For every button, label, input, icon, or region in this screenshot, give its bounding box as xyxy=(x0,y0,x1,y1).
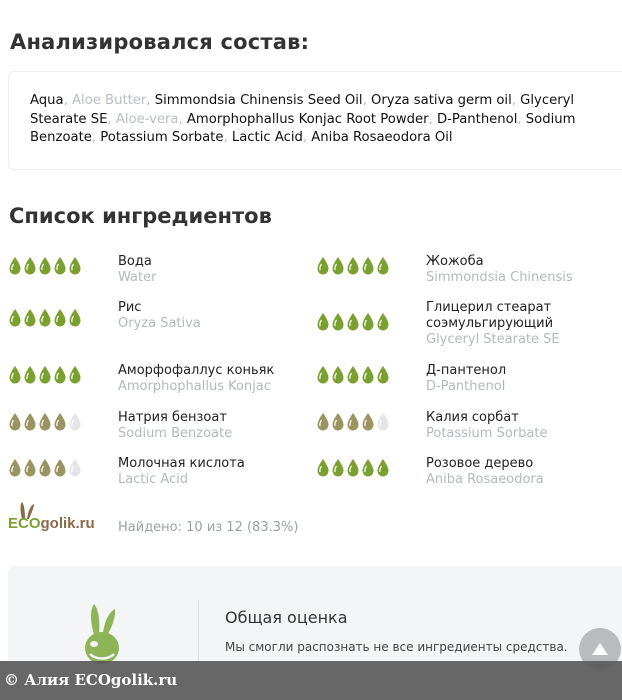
composition-ingredient: Aloe-vera xyxy=(115,111,179,127)
ingredient-list-title: Список ингредиентов xyxy=(9,204,272,228)
drop-icon xyxy=(316,256,330,276)
drop-icon xyxy=(38,256,52,276)
composition-text xyxy=(30,92,610,148)
ingredient-item[interactable] xyxy=(316,363,616,411)
ingredient-name-lat: Lactic Acid xyxy=(118,472,189,487)
ingredient-names xyxy=(118,300,308,332)
ingredient-names xyxy=(426,456,616,488)
composition-ingredient: Oryza sativa germ oil xyxy=(370,93,512,108)
drop-icon xyxy=(53,256,67,276)
ingredient-name-ru: Рис xyxy=(118,300,142,315)
composition-box xyxy=(8,71,622,170)
separator: , xyxy=(146,93,155,108)
safety-rating xyxy=(316,312,390,332)
composition-ingredient: Aloe Butter xyxy=(72,93,147,108)
drop-icon xyxy=(68,256,82,276)
safety-rating xyxy=(8,365,82,385)
drop-icon xyxy=(316,365,330,385)
drop-icon xyxy=(53,412,67,432)
drop-icon xyxy=(38,308,52,328)
safety-rating xyxy=(8,256,82,276)
composition-ingredient: Lactic Acid xyxy=(231,130,303,145)
drop-icon xyxy=(376,458,390,478)
safety-rating xyxy=(316,458,390,478)
composition-ingredient: Simmondsia Chinensis Seed Oil xyxy=(154,93,363,108)
drop-icon xyxy=(316,458,330,478)
separator: , xyxy=(302,130,312,145)
drop-icon xyxy=(53,458,67,478)
drop-icon xyxy=(346,312,360,332)
safety-rating xyxy=(8,412,82,432)
separator: , xyxy=(362,93,371,108)
composition-ingredient: D-Panthenol xyxy=(436,111,518,127)
score-divider xyxy=(198,600,199,670)
ingredient-names xyxy=(118,254,308,286)
triangle-up-icon xyxy=(591,642,609,656)
ingredient-name-lat: D-Panthenol xyxy=(426,379,506,394)
ingredient-name-ru: Жожоба xyxy=(426,254,484,269)
drop-icon xyxy=(38,365,52,385)
ingredient-name-ru: Д-пантенол xyxy=(426,363,507,378)
separator: , xyxy=(428,111,437,127)
ingredient-name-ru: Молочная кислота xyxy=(118,456,245,471)
drop-icon xyxy=(68,365,82,385)
drop-icon xyxy=(8,412,22,432)
ingredient-item[interactable] xyxy=(316,300,616,348)
ingredient-name-lat: Aniba Rosaeodora xyxy=(426,472,544,487)
drop-icon xyxy=(346,365,360,385)
drop-icon xyxy=(23,458,37,478)
ecogolik-logo[interactable] xyxy=(8,505,108,541)
ingredient-name-lat: Glyceryl Stearate SE xyxy=(426,332,560,347)
ingredient-item[interactable] xyxy=(8,254,308,302)
ingredient-name-lat: Simmondsia Chinensis xyxy=(426,270,573,285)
drop-icon xyxy=(38,412,52,432)
separator: , xyxy=(511,93,521,108)
ingredient-name-lat: Oryza Sativa xyxy=(118,316,201,331)
ingredient-name-lat: Potassium Sorbate xyxy=(426,426,548,441)
separator: , xyxy=(517,111,526,127)
drop-icon xyxy=(331,365,345,385)
ingredient-names xyxy=(118,363,308,395)
drop-icon xyxy=(316,312,330,332)
found-count: Найдено: 10 из 12 (83.3%) xyxy=(118,520,299,535)
composition-ingredient: Aniba Rosaeodora Oil xyxy=(311,130,453,145)
composition-ingredient: Aqua xyxy=(30,93,64,108)
drop-icon xyxy=(8,256,22,276)
composition-title: Анализировался состав: xyxy=(10,30,310,54)
composition-ingredient: Glyceryl Stearate SE xyxy=(30,93,575,127)
ingredient-name-ru: Аморфофаллус коньяк xyxy=(118,363,275,378)
ingredient-name-lat: Water xyxy=(118,270,157,285)
safety-rating xyxy=(8,308,82,328)
score-title: Общая оценка xyxy=(225,608,348,627)
drop-icon xyxy=(346,412,360,432)
drop-icon xyxy=(376,365,390,385)
ingredient-name-ru: Вода xyxy=(118,254,152,269)
separator: , xyxy=(223,130,232,145)
ingredient-item[interactable] xyxy=(316,410,616,458)
logo-text: ECOgolik.ru xyxy=(8,515,95,532)
drop-icon xyxy=(8,365,22,385)
drop-icon xyxy=(361,256,375,276)
drop-icon xyxy=(331,312,345,332)
drop-icon xyxy=(376,312,390,332)
ingredient-names xyxy=(426,254,616,286)
ingredient-name-lat: Amorphophallus Konjac xyxy=(118,379,271,394)
drop-icon xyxy=(23,365,37,385)
ingredient-names xyxy=(426,300,616,348)
drop-icon xyxy=(23,412,37,432)
ingredient-name-lat: Sodium Benzoate xyxy=(118,426,233,441)
separator: , xyxy=(63,93,72,108)
drop-icon xyxy=(53,365,67,385)
drop-icon xyxy=(38,458,52,478)
separator: , xyxy=(178,111,187,127)
drop-icon xyxy=(68,412,82,432)
safety-rating xyxy=(316,256,390,276)
drop-icon xyxy=(68,458,82,478)
ingredient-item[interactable] xyxy=(8,456,308,504)
safety-rating xyxy=(316,412,390,432)
drop-icon xyxy=(8,458,22,478)
drop-icon xyxy=(346,458,360,478)
composition-ingredient: Sodium Benzoate xyxy=(30,111,576,145)
ingredient-item[interactable] xyxy=(8,410,308,458)
ingredient-item[interactable] xyxy=(316,254,616,302)
watermark-footer: © Алия ECOgolik.ru xyxy=(0,661,622,700)
drop-icon xyxy=(23,308,37,328)
drop-icon xyxy=(361,458,375,478)
drop-icon xyxy=(23,256,37,276)
drop-icon xyxy=(68,308,82,328)
drop-icon xyxy=(346,256,360,276)
ingredient-item[interactable] xyxy=(316,456,616,504)
drop-icon xyxy=(361,312,375,332)
drop-icon xyxy=(361,412,375,432)
drop-icon xyxy=(331,256,345,276)
drop-icon xyxy=(316,412,330,432)
drop-icon xyxy=(331,458,345,478)
ingredient-name-ru: Натрия бензоат xyxy=(118,410,227,425)
rabbit-icon xyxy=(76,604,128,668)
safety-rating xyxy=(316,365,390,385)
ingredient-item[interactable] xyxy=(8,300,308,348)
safety-rating xyxy=(8,458,82,478)
ingredient-names xyxy=(426,410,616,442)
drop-icon xyxy=(8,308,22,328)
composition-ingredient: Potassium Sorbate xyxy=(100,130,224,145)
ingredient-name-ru: Глицерил стеарат соэмульгирующий xyxy=(426,300,554,331)
drop-icon xyxy=(376,256,390,276)
composition-ingredient: Amorphophallus Konjac Root Powder xyxy=(186,111,429,127)
separator: , xyxy=(91,130,101,145)
drop-icon xyxy=(361,365,375,385)
ingredient-name-ru: Калия сорбат xyxy=(426,410,519,425)
ingredient-names xyxy=(118,410,308,442)
drop-icon xyxy=(53,308,67,328)
drop-icon xyxy=(331,412,345,432)
drop-icon xyxy=(376,412,390,432)
ingredient-item[interactable] xyxy=(8,363,308,411)
ingredient-names xyxy=(118,456,308,488)
ingredient-names xyxy=(426,363,616,395)
separator: , xyxy=(107,111,116,127)
score-subtitle: Мы смогли распознать не все ингредиенты средства. xyxy=(225,640,568,654)
ingredient-name-ru: Розовое дерево xyxy=(426,456,534,471)
